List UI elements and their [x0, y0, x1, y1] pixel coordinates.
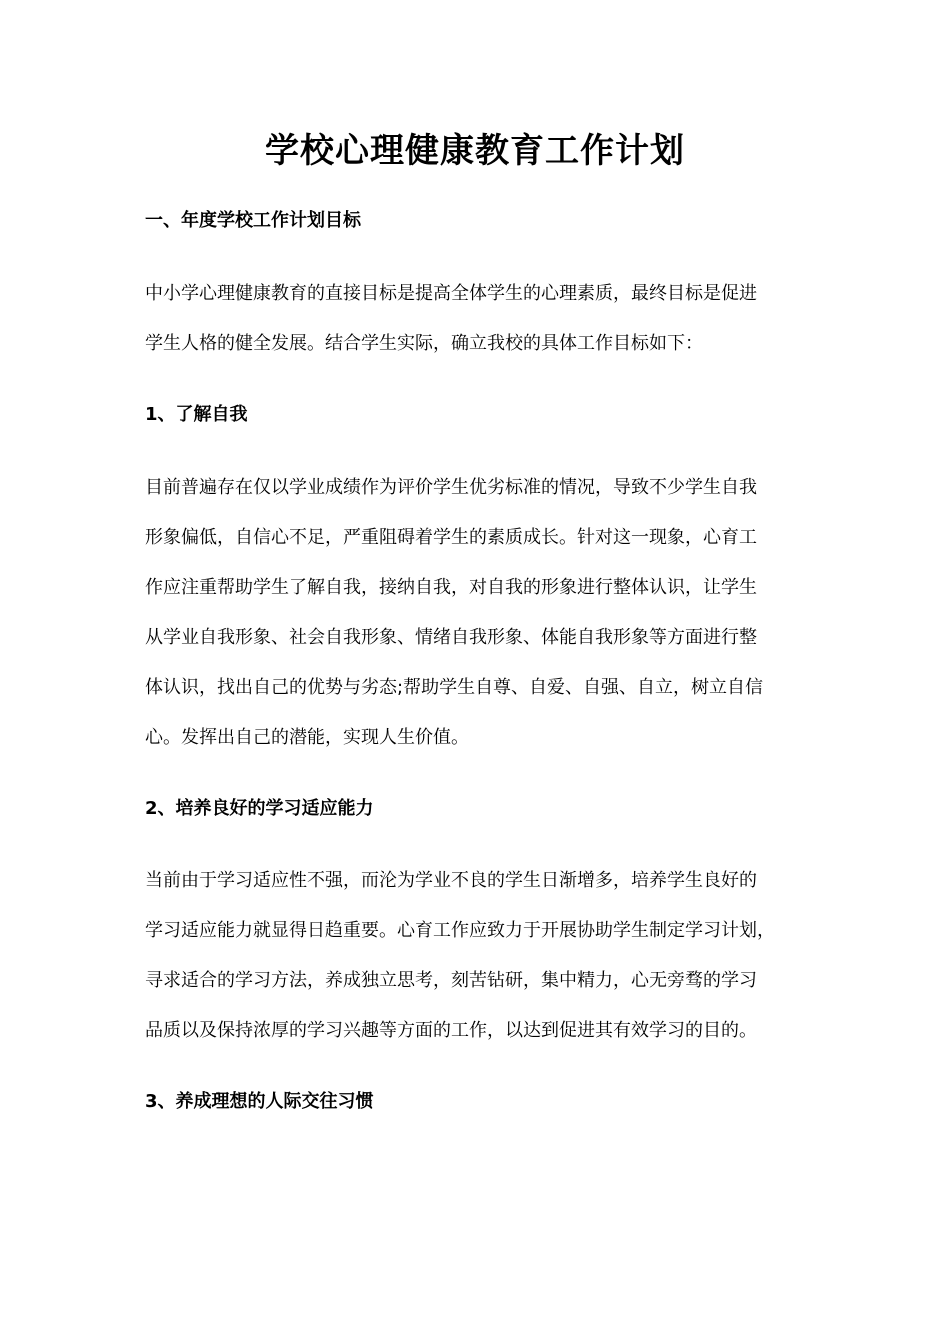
section-paragraph-learning-adaptation: [145, 867, 775, 1067]
section-heading-learning-adaptation: 2、培养良好的学习适应能力: [145, 798, 374, 819]
paragraph-line: 形象偏低，自信心不足，严重阻碍着学生的素质成长。针对这一现象，心育工: [145, 527, 757, 548]
paragraph-line: 作应注重帮助学生了解自我，接纳自我，对自我的形象进行整体认识，让学生: [145, 577, 757, 598]
paragraph-line: 心。发挥出自己的潜能，实现人生价值。: [145, 727, 469, 748]
section-paragraph-self-awareness: [145, 474, 763, 774]
paragraph-line: 寻求适合的学习方法，养成独立思考，刻苦钻研，集中精力，心无旁骛的学习: [145, 970, 757, 991]
paragraph-line: 学习适应能力就显得日趋重要。心育工作应致力于开展协助学生制定学习计划，: [145, 920, 775, 941]
section-heading-goals: 一、年度学校工作计划目标: [145, 210, 361, 231]
paragraph-line: 品质以及保持浓厚的学习兴趣等方面的工作，以达到促进其有效学习的目的。: [145, 1020, 757, 1041]
paragraph-line: 目前普遍存在仅以学业成绩作为评价学生优劣标准的情况，导致不少学生自我: [145, 477, 757, 498]
document-title: 学校心理健康教育工作计划: [265, 131, 685, 171]
paragraph-line: 学生人格的健全发展。结合学生实际，确立我校的具体工作目标如下：: [145, 333, 703, 354]
paragraph-line: 中小学心理健康教育的直接目标是提高全体学生的心理素质，最终目标是促进: [145, 283, 757, 304]
section-paragraph-goals: [145, 280, 757, 380]
paragraph-line: 当前由于学习适应性不强，而沦为学业不良的学生日渐增多，培养学生良好的: [145, 870, 757, 891]
section-heading-self-awareness: 1、了解自我: [145, 404, 248, 425]
paragraph-line: 从学业自我形象、社会自我形象、情绪自我形象、体能自我形象等方面进行整: [145, 627, 757, 648]
paragraph-line: 体认识，找出自己的优势与劣态;帮助学生自尊、自爱、自强、自立，树立自信: [145, 677, 764, 698]
section-heading-interpersonal: 3、养成理想的人际交往习惯: [145, 1091, 374, 1112]
